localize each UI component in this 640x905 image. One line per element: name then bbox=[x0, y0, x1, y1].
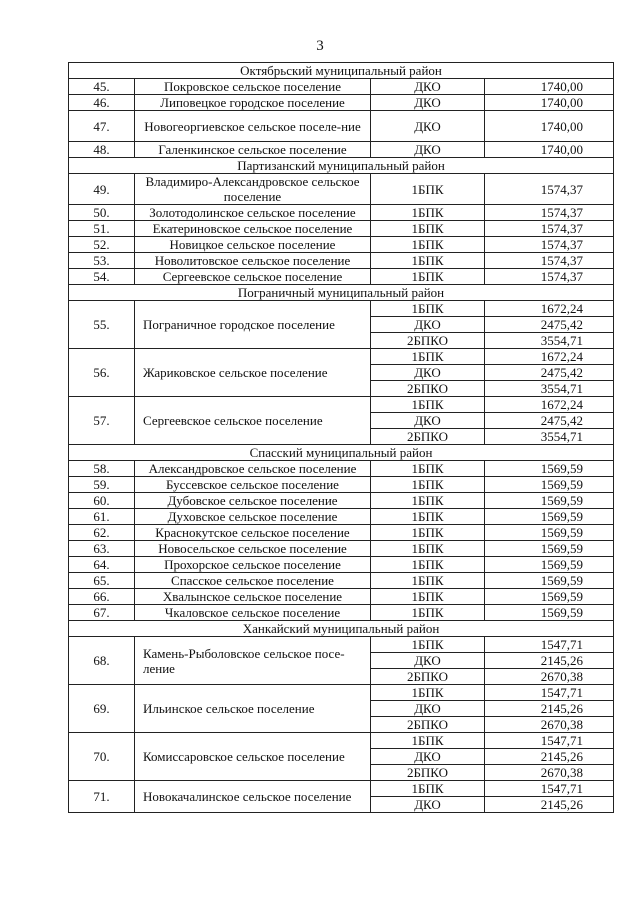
tariff-value: 2475,42 bbox=[485, 365, 614, 381]
tariff-value: 1574,37 bbox=[485, 269, 614, 285]
settlement-name: Покровское сельское поселение bbox=[135, 79, 371, 95]
district-header-row bbox=[69, 621, 614, 637]
category-code: 1БПК bbox=[371, 174, 485, 205]
row-number: 66. bbox=[69, 589, 135, 605]
table-row bbox=[69, 79, 614, 95]
table-row bbox=[69, 174, 614, 205]
category-code: 1БПК bbox=[371, 493, 485, 509]
table-row bbox=[69, 253, 614, 269]
district-header-row bbox=[69, 445, 614, 461]
settlement-name: Новицкое сельское поселение bbox=[135, 237, 371, 253]
settlement-name: Духовское сельское поселение bbox=[135, 509, 371, 525]
tariff-value: 3554,71 bbox=[485, 429, 614, 445]
category-code: 1БПК bbox=[371, 301, 485, 317]
tariff-value: 2475,42 bbox=[485, 317, 614, 333]
row-number: 57. bbox=[69, 397, 135, 445]
table-row bbox=[69, 397, 614, 413]
tariff-value: 1569,59 bbox=[485, 589, 614, 605]
settlement-name: Екатериновское сельское поселение bbox=[135, 221, 371, 237]
table-row bbox=[69, 685, 614, 701]
tariff-value: 1569,59 bbox=[485, 493, 614, 509]
table-row bbox=[69, 637, 614, 653]
category-code: 1БПК bbox=[371, 557, 485, 573]
row-number: 53. bbox=[69, 253, 135, 269]
table-row bbox=[69, 205, 614, 221]
row-number: 69. bbox=[69, 685, 135, 733]
tariff-value: 1672,24 bbox=[485, 301, 614, 317]
row-number: 61. bbox=[69, 509, 135, 525]
category-code: 1БПК bbox=[371, 733, 485, 749]
row-number: 47. bbox=[69, 111, 135, 142]
row-number: 49. bbox=[69, 174, 135, 205]
category-code: 1БПК bbox=[371, 477, 485, 493]
tariff-value: 3554,71 bbox=[485, 333, 614, 349]
row-number: 62. bbox=[69, 525, 135, 541]
settlement-name: Новолитовское сельское поселение bbox=[135, 253, 371, 269]
row-number: 54. bbox=[69, 269, 135, 285]
category-code: 1БПК bbox=[371, 253, 485, 269]
category-code: ДКО bbox=[371, 365, 485, 381]
row-number: 50. bbox=[69, 205, 135, 221]
settlement-name: Прохорское сельское поселение bbox=[135, 557, 371, 573]
settlement-name: Буссевское сельское поселение bbox=[135, 477, 371, 493]
tariff-value: 1740,00 bbox=[485, 142, 614, 158]
category-code: ДКО bbox=[371, 95, 485, 111]
category-code: 2БПКО bbox=[371, 669, 485, 685]
tariff-value: 1569,59 bbox=[485, 605, 614, 621]
row-number: 52. bbox=[69, 237, 135, 253]
table-row bbox=[69, 269, 614, 285]
tariff-value: 2670,38 bbox=[485, 765, 614, 781]
settlement-name: Ильинское сельское поселение bbox=[135, 685, 371, 733]
district-title: Ханкайский муниципальный район bbox=[69, 621, 614, 637]
tariff-value: 1740,00 bbox=[485, 111, 614, 142]
table-row bbox=[69, 111, 614, 142]
district-header-row bbox=[69, 63, 614, 79]
tariff-value: 2670,38 bbox=[485, 669, 614, 685]
category-code: ДКО bbox=[371, 701, 485, 717]
settlement-name: Новокачалинское сельское поселение bbox=[135, 781, 371, 813]
table-row bbox=[69, 541, 614, 557]
row-number: 65. bbox=[69, 573, 135, 589]
table-row bbox=[69, 557, 614, 573]
category-code: 1БПК bbox=[371, 397, 485, 413]
settlement-name: Дубовское сельское поселение bbox=[135, 493, 371, 509]
row-number: 58. bbox=[69, 461, 135, 477]
category-code: 2БПКО bbox=[371, 333, 485, 349]
settlement-name: Липовецкое городское поселение bbox=[135, 95, 371, 111]
settlement-name: Жариковское сельское поселение bbox=[135, 349, 371, 397]
district-title: Октябрьский муниципальный район bbox=[69, 63, 614, 79]
row-number: 59. bbox=[69, 477, 135, 493]
row-number: 70. bbox=[69, 733, 135, 781]
row-number: 55. bbox=[69, 301, 135, 349]
settlement-name: Хвалынское сельское поселение bbox=[135, 589, 371, 605]
district-header-row bbox=[69, 158, 614, 174]
row-number: 67. bbox=[69, 605, 135, 621]
tariff-value: 1574,37 bbox=[485, 237, 614, 253]
row-number: 45. bbox=[69, 79, 135, 95]
row-number: 63. bbox=[69, 541, 135, 557]
table-row bbox=[69, 781, 614, 797]
settlement-name: Новогеоргиевское сельское поселе-ние bbox=[135, 111, 371, 142]
settlement-name: Чкаловское сельское поселение bbox=[135, 605, 371, 621]
tariff-value: 1547,71 bbox=[485, 685, 614, 701]
tariff-value: 2145,26 bbox=[485, 653, 614, 669]
table-row bbox=[69, 461, 614, 477]
tariff-value: 1569,59 bbox=[485, 557, 614, 573]
category-code: 2БПКО bbox=[371, 765, 485, 781]
settlement-name: Золотодолинское сельское поселение bbox=[135, 205, 371, 221]
table-row bbox=[69, 509, 614, 525]
tariff-table bbox=[68, 62, 614, 813]
category-code: ДКО bbox=[371, 797, 485, 813]
category-code: 1БПК bbox=[371, 685, 485, 701]
row-number: 56. bbox=[69, 349, 135, 397]
category-code: 1БПК bbox=[371, 509, 485, 525]
category-code: 1БПК bbox=[371, 237, 485, 253]
tariff-value: 1569,59 bbox=[485, 525, 614, 541]
page-number: 3 bbox=[316, 38, 324, 54]
tariff-value: 1547,71 bbox=[485, 781, 614, 797]
tariff-value: 1672,24 bbox=[485, 349, 614, 365]
category-code: 1БПК bbox=[371, 205, 485, 221]
tariff-value: 1574,37 bbox=[485, 205, 614, 221]
district-title: Спасский муниципальный район bbox=[69, 445, 614, 461]
tariff-value: 2145,26 bbox=[485, 749, 614, 765]
category-code: 1БПК bbox=[371, 349, 485, 365]
category-code: ДКО bbox=[371, 142, 485, 158]
table-row bbox=[69, 605, 614, 621]
tariff-value: 2670,38 bbox=[485, 717, 614, 733]
category-code: ДКО bbox=[371, 749, 485, 765]
row-number: 60. bbox=[69, 493, 135, 509]
tariff-value: 1574,37 bbox=[485, 174, 614, 205]
settlement-name: Камень-Рыболовское сельское посе-ление bbox=[135, 637, 371, 685]
category-code: ДКО bbox=[371, 653, 485, 669]
category-code: ДКО bbox=[371, 111, 485, 142]
district-header-row bbox=[69, 285, 614, 301]
category-code: 2БПКО bbox=[371, 717, 485, 733]
table-row bbox=[69, 301, 614, 317]
settlement-name: Новосельское сельское поселение bbox=[135, 541, 371, 557]
table-row bbox=[69, 237, 614, 253]
tariff-value: 1569,59 bbox=[485, 477, 614, 493]
tariff-value: 1569,59 bbox=[485, 509, 614, 525]
tariff-value: 1547,71 bbox=[485, 637, 614, 653]
table-row bbox=[69, 95, 614, 111]
category-code: 1БПК bbox=[371, 589, 485, 605]
tariff-value: 3554,71 bbox=[485, 381, 614, 397]
settlement-name: Комиссаровское сельское поселение bbox=[135, 733, 371, 781]
table-row bbox=[69, 221, 614, 237]
category-code: 1БПК bbox=[371, 525, 485, 541]
district-title: Партизанский муниципальный район bbox=[69, 158, 614, 174]
table-row bbox=[69, 525, 614, 541]
table-row bbox=[69, 589, 614, 605]
category-code: 1БПК bbox=[371, 221, 485, 237]
tariff-value: 1672,24 bbox=[485, 397, 614, 413]
tariff-value: 2145,26 bbox=[485, 701, 614, 717]
settlement-name: Краснокутское сельское поселение bbox=[135, 525, 371, 541]
table-row bbox=[69, 573, 614, 589]
category-code: 1БПК bbox=[371, 573, 485, 589]
category-code: 1БПК bbox=[371, 781, 485, 797]
settlement-name: Спасское сельское поселение bbox=[135, 573, 371, 589]
row-number: 68. bbox=[69, 637, 135, 685]
category-code: 1БПК bbox=[371, 637, 485, 653]
category-code: 1БПК bbox=[371, 541, 485, 557]
category-code: ДКО bbox=[371, 317, 485, 333]
category-code: 1БПК bbox=[371, 461, 485, 477]
table-row bbox=[69, 142, 614, 158]
category-code: 2БПКО bbox=[371, 381, 485, 397]
tariff-value: 1569,59 bbox=[485, 461, 614, 477]
settlement-name: Галенкинское сельское поселение bbox=[135, 142, 371, 158]
category-code: 1БПК bbox=[371, 605, 485, 621]
row-number: 48. bbox=[69, 142, 135, 158]
row-number: 46. bbox=[69, 95, 135, 111]
tariff-value: 1740,00 bbox=[485, 95, 614, 111]
category-code: ДКО bbox=[371, 413, 485, 429]
tariff-value: 1574,37 bbox=[485, 253, 614, 269]
tariff-value: 2145,26 bbox=[485, 797, 614, 813]
tariff-value: 1569,59 bbox=[485, 541, 614, 557]
table-row bbox=[69, 733, 614, 749]
table-row bbox=[69, 477, 614, 493]
tariff-value: 1574,37 bbox=[485, 221, 614, 237]
settlement-name: Сергеевское сельское поселение bbox=[135, 397, 371, 445]
table-row bbox=[69, 349, 614, 365]
settlement-name: Владимиро-Александровское сельское поселение bbox=[135, 174, 371, 205]
district-title: Пограничный муниципальный район bbox=[69, 285, 614, 301]
category-code: ДКО bbox=[371, 79, 485, 95]
table-row bbox=[69, 493, 614, 509]
category-code: 2БПКО bbox=[371, 429, 485, 445]
settlement-name: Сергеевское сельское поселение bbox=[135, 269, 371, 285]
row-number: 64. bbox=[69, 557, 135, 573]
tariff-value: 1740,00 bbox=[485, 79, 614, 95]
row-number: 51. bbox=[69, 221, 135, 237]
tariff-value: 2475,42 bbox=[485, 413, 614, 429]
settlement-name: Пограничное городское поселение bbox=[135, 301, 371, 349]
row-number: 71. bbox=[69, 781, 135, 813]
category-code: 1БПК bbox=[371, 269, 485, 285]
tariff-value: 1547,71 bbox=[485, 733, 614, 749]
settlement-name: Александровское сельское поселение bbox=[135, 461, 371, 477]
tariff-value: 1569,59 bbox=[485, 573, 614, 589]
